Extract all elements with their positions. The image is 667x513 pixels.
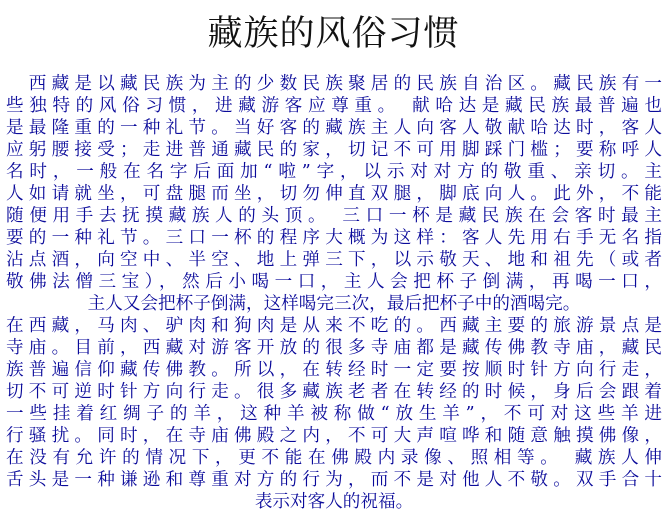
body-line: 表示对客人的祝福。 [254, 492, 414, 512]
body-line: 敬佛法僧三宝），然后小喝一口，主人会把杯子倒满，再喝一口， [6, 272, 662, 292]
body-line: 行骚扰。同时，在寺庙佛殿之内，不可大声喧哗和随意触摸佛像， [6, 426, 662, 446]
body-line: 切不可逆时针方向行走。很多藏族老者在转经的时候，身后会跟着 [6, 382, 662, 402]
body-line: 主人又会把杯子倒满，这样喝完三次，最后把杯子中的酒喝完。 [87, 294, 581, 314]
body-line: 是最隆重的一种礼节。当好客的藏族主人向客人敬献哈达时，客人 [6, 118, 662, 138]
body-line: 人如请就坐，可盘腿而坐，切勿伸直双腿，脚底向人。此外，不能 [6, 184, 662, 204]
body-line: 在西藏，马肉、驴肉和狗肉是从来不吃的。西藏主要的旅游景点是 [6, 316, 662, 336]
body-line: 应躬腰接受；走进普通藏民的家，切记不可用脚踩门槛；要称呼人 [6, 140, 662, 160]
body-line: 寺庙。目前，西藏对游客开放的很多寺庙都是藏传佛教寺庙，藏民 [6, 338, 662, 358]
body-line: 舌头是一种谦逊和尊重对方的行为，而不是对他人不敬。双手合十 [6, 470, 662, 490]
body-line: 一些挂着红绸子的羊，这种羊被称做“放生羊”，不可对这些羊进 [6, 404, 662, 424]
body-line: 随便用手去抚摸藏族人的头顶。 三口一杯是藏民族在会客时最主 [6, 206, 662, 226]
page-title: 藏族的风俗习惯 [207, 14, 460, 54]
body-line: 名时，一般在名字后面加“啦”字，以示对对方的敬重、亲切。主 [6, 162, 662, 182]
body-line: 族普遍信仰藏传佛教。所以，在转经时一定要按顺时针方向行走， [6, 360, 662, 380]
body-paragraph [6, 73, 662, 513]
body-line: 西藏是以藏民族为主的少数民族聚居的民族自治区。藏民族有一 [6, 74, 662, 94]
body-line: 沾点酒，向空中、半空、地上弹三下，以示敬天、地和祖先（或者 [6, 250, 662, 270]
body-line: 些独特的风俗习惯，进藏游客应尊重。 献哈达是藏民族最普遍也 [6, 96, 662, 116]
body-line: 在没有允许的情况下，更不能在佛殿内录像、照相等。 藏族人伸 [6, 448, 662, 468]
body-line: 要的一种礼节。三口一杯的程序大概为这样：客人先用右手无名指 [6, 228, 662, 248]
